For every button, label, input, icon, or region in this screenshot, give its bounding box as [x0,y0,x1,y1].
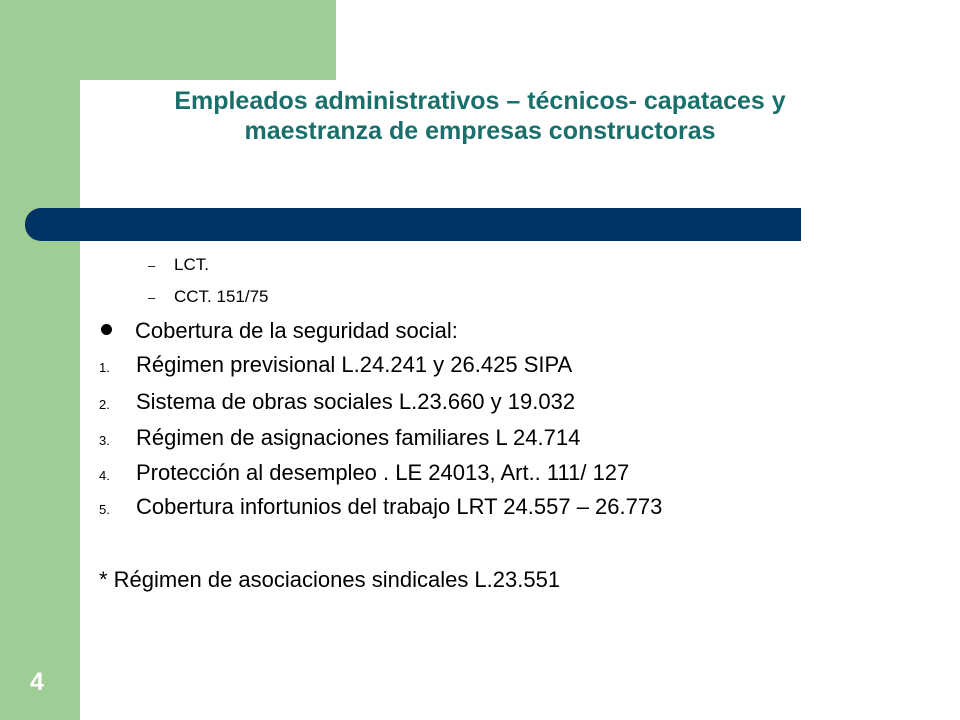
list-item-text: CCT. 151/75 [174,287,269,306]
numbered-item-text: Protección al desempleo . LE 24013, Art.. 111/ 127 [136,460,630,485]
dash-marker: – [148,290,156,305]
numbered-item [99,352,572,381]
item-number: 3. [99,433,110,448]
numbered-item [99,494,662,523]
list-item [148,287,269,308]
list-item-text: LCT. [174,255,209,274]
bullet-icon [101,324,112,335]
numbered-item [99,425,580,454]
numbered-item-text: Cobertura infortunios del trabajo LRT 24.557 – 26.773 [136,494,663,519]
numbered-item [99,389,575,418]
bullet-item [101,318,458,344]
slide-title-line-2: maestranza de empresas constructoras [244,117,716,145]
numbered-item [99,460,629,489]
item-number: 1. [99,360,110,375]
numbered-item-text: Sistema de obras sociales L.23.660 y 19.032 [136,389,576,414]
slide-title-line-1: Empleados administrativos – técnicos- capataces y [174,87,786,115]
list-item [148,255,209,276]
numbered-item-text: Régimen previsional L.24.241 y 26.425 SIPA [136,352,573,377]
numbered-item-text: Régimen de asignaciones familiares L 24.714 [136,425,581,450]
item-number: 4. [99,468,110,483]
dash-marker: – [148,258,156,273]
item-number: 5. [99,502,110,517]
bullet-item-text: Cobertura de la seguridad social: [135,318,458,343]
item-number: 2. [99,397,110,412]
page-number: 4 [30,668,44,696]
footnote: * Régimen de asociaciones sindicales L.23.551 [99,567,561,592]
